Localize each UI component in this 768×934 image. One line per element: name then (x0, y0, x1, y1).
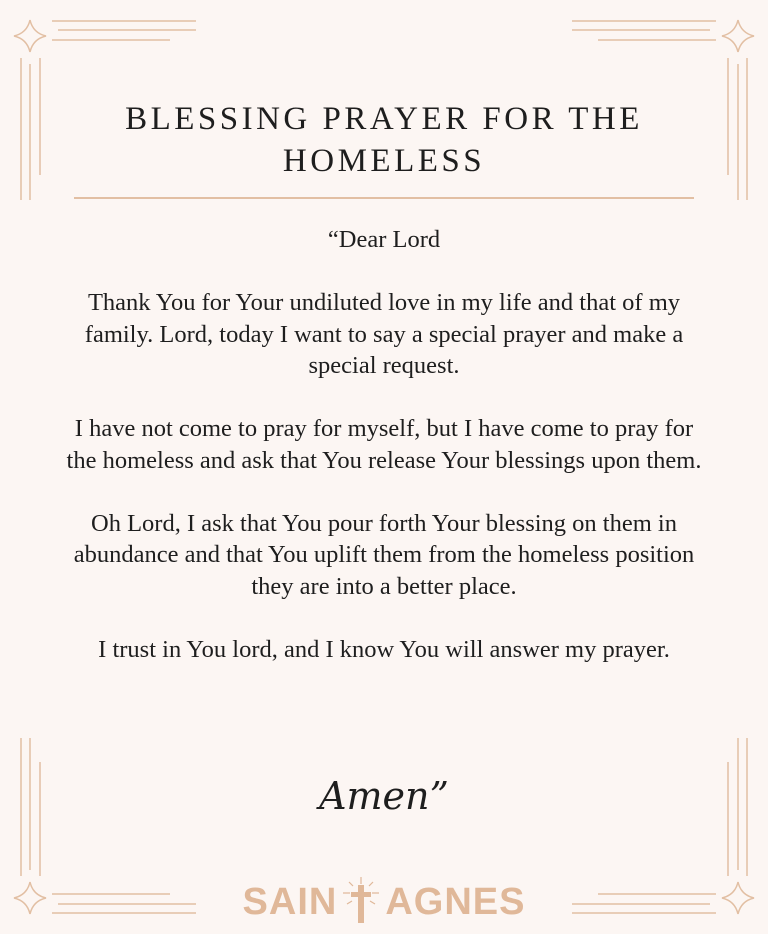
title-divider (74, 197, 694, 199)
saint-agnes-logo (0, 872, 768, 932)
logo-text-left: SAIN (242, 880, 338, 923)
cross-icon (341, 876, 381, 928)
logo-text-right: AGNES (385, 880, 526, 923)
page-title: BLESSING PRAYER FOR THE HOMELESS (125, 101, 643, 179)
paragraph-3: Oh Lord, I ask that You pour forth Your blessing on them in abundance and that You uplift them from the homeless position they are into a better place. (73, 509, 695, 600)
closing-amen: Amen” (319, 774, 449, 818)
paragraph-2: I have not come to pray for myself, but I have come to pray for the homeless and ask that You release Your blessings upon them. (66, 415, 702, 474)
paragraph-4: I trust in You lord, and I know You will answer my prayer. (98, 635, 670, 663)
paragraph-1: Thank You for Your undiluted love in my life and that of my family. Lord, today I want to say a special prayer and make a special request. (84, 289, 684, 379)
prayer-body (60, 224, 708, 697)
salutation: “Dear Lord (327, 226, 441, 253)
